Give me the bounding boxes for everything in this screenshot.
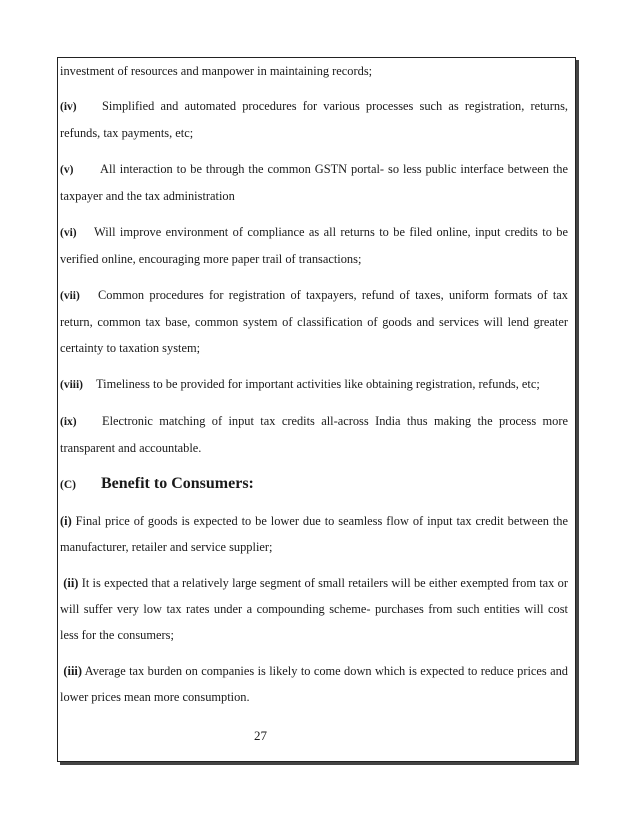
item-text: Timeliness to be provided for important activities like obtaining registration, refunds, etc;: [96, 377, 540, 391]
item-text: Common procedures for registration of taxpayers, refund of taxes, uniform formats of tax return, common tax base, common system of classification of goods and services will lend greater certainty to taxation system;: [60, 288, 568, 355]
continuation-text: investment of resources and manpower in maintaining records;: [60, 64, 373, 78]
benefit-item-i: [60, 508, 568, 560]
benefit-number: (ii): [63, 576, 79, 590]
item-number: (vii): [60, 290, 80, 302]
benefit-text: Final price of goods is expected to be lower due to seamless flow of input tax credit between the manufacturer, retailer and service supplier;: [60, 514, 568, 554]
item-text: Simplified and automated procedures for various processes such as registration, returns, refunds, tax payments, etc;: [60, 99, 568, 140]
section-heading: [60, 471, 568, 498]
page-number: 27: [254, 728, 267, 743]
item-text: Electronic matching of input tax credits all-across India thus making the process more transparent and accountable.: [60, 414, 568, 455]
document-body: [60, 58, 568, 720]
item-number: (viii): [60, 379, 83, 391]
list-item-iv: [60, 93, 568, 146]
list-item-vii: [60, 282, 568, 361]
item-text: All interaction to be through the common GSTN portal- so less public interface between the taxpayer and the tax administration: [60, 162, 568, 203]
list-item-v: [60, 156, 568, 209]
item-number: (ix): [60, 416, 77, 428]
section-number: (C): [60, 479, 76, 491]
list-item-vi: [60, 219, 568, 272]
section-title: Benefit to Consumers:: [101, 475, 254, 492]
benefit-number: (iii): [63, 664, 82, 678]
item-number: (iv): [60, 101, 77, 113]
benefit-item-ii: [60, 570, 568, 648]
list-item-ix: [60, 408, 568, 461]
item-number: (v): [60, 164, 74, 176]
list-item-viii: [60, 371, 568, 398]
item-number: (vi): [60, 227, 77, 239]
benefit-text: It is expected that a relatively large segment of small retailers will be either exempted from tax or will suffer very low tax rates under a compounding scheme- purchases from such entities will cost less for the consumers;: [60, 576, 568, 642]
item-text: Will improve environment of compliance as all returns to be filed online, input credits to be verified online, encouraging more paper trail of transactions;: [60, 225, 568, 266]
benefit-text: Average tax burden on companies is likely to come down which is expected to reduce prices and lower prices mean more consumption.: [60, 664, 568, 704]
benefit-number: (i): [60, 514, 72, 528]
benefit-item-iii: [60, 658, 568, 710]
